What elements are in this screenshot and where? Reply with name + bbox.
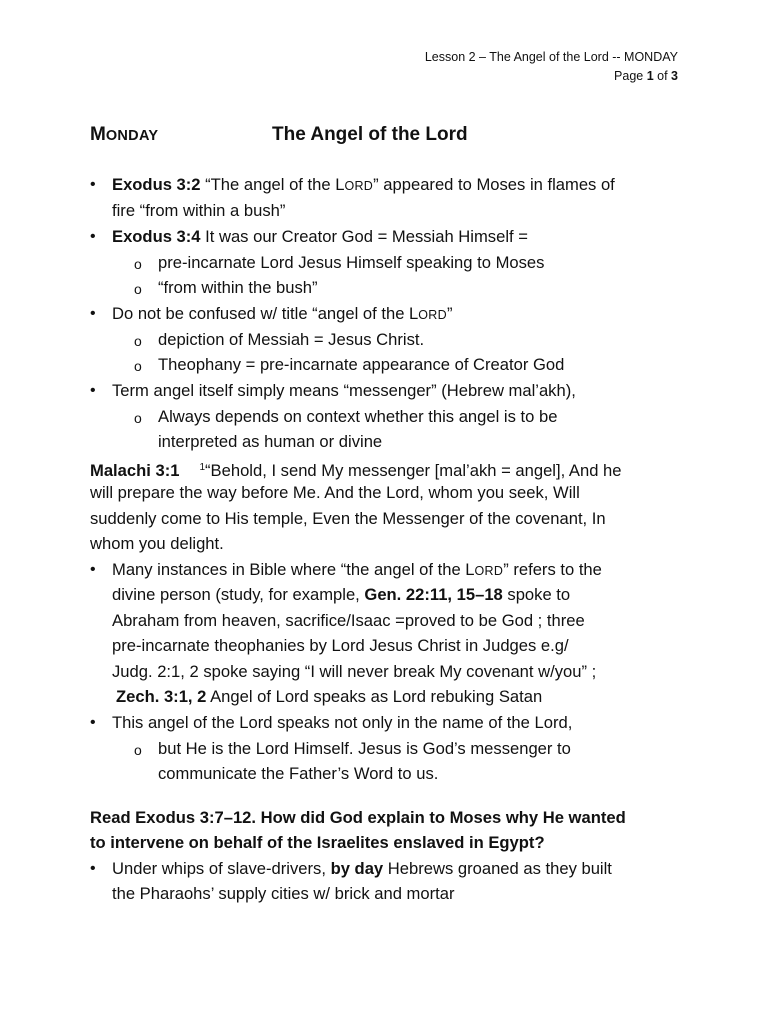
page-title-row bbox=[90, 124, 468, 152]
page-of: of bbox=[653, 69, 672, 83]
text: “The angel of the L bbox=[200, 175, 345, 194]
page-current: 1 bbox=[646, 69, 654, 83]
line: interpreted as human or divine bbox=[158, 432, 383, 451]
question-heading: Read Exodus 3:7–12. How did God explain to Moses why He wanted bbox=[90, 808, 626, 827]
line: suddenly come to His temple, Even the Messenger of the covenant, In bbox=[90, 509, 606, 528]
text: It was our Creator God = Messiah Himself = bbox=[200, 227, 528, 246]
page-total: 3 bbox=[671, 69, 678, 83]
text: divine person (study, for example, bbox=[112, 585, 365, 604]
bullet-many-instances bbox=[112, 557, 602, 584]
bullet-exodus-3-4 bbox=[112, 224, 528, 250]
header-lesson-title: Lesson 2 – The Angel of the Lord -- MONDAY bbox=[424, 50, 678, 64]
text: Do not be confused w/ title “angel of the L bbox=[112, 304, 419, 323]
text: ” appeared to Moses in flames of bbox=[373, 175, 615, 194]
ref-exodus-3-4: Exodus 3:4 bbox=[112, 227, 201, 246]
sub-bullet: o Theophany = pre-incarnate appearance of Creator God bbox=[158, 352, 564, 378]
bullet-confusion bbox=[112, 301, 452, 328]
text: Angel of Lord speaks as Lord rebuking Satan bbox=[206, 687, 543, 706]
line bbox=[116, 684, 542, 710]
question-heading: to intervene on behalf of the Israelites enslaved in Egypt? bbox=[90, 833, 545, 852]
bullet-this-angel: • This angel of the Lord speaks not only in the name of the Lord, bbox=[112, 710, 572, 736]
day-rest: ONDAY bbox=[105, 128, 159, 144]
sub-bullet: o Always depends on context whether this angel is to be bbox=[158, 404, 557, 430]
line: fire “from within a bush” bbox=[112, 201, 286, 220]
text: Many instances in Bible where “the angel of the L bbox=[112, 560, 475, 579]
sub-bullet: o pre-incarnate Lord Jesus Himself speaking to Moses bbox=[158, 250, 544, 276]
text: “Behold, I send My messenger [mal’akh = angel], And he bbox=[205, 461, 622, 480]
text: ” refers to the bbox=[503, 560, 602, 579]
page-prefix: Page bbox=[614, 69, 647, 83]
line: will prepare the way before Me. And the Lord, whom you seek, Will bbox=[90, 483, 580, 502]
sub-bullet: o but He is the Lord Himself. Jesus is God’s messenger to bbox=[158, 736, 571, 762]
line: the Pharaohs’ supply cities w/ brick and mortar bbox=[112, 884, 455, 903]
day-initial: M bbox=[90, 124, 106, 145]
bullet-slave-drivers bbox=[112, 856, 612, 882]
bullet-exodus-3-2 bbox=[112, 172, 615, 199]
emphasis: by day bbox=[330, 859, 384, 878]
text: spoke to bbox=[502, 585, 571, 604]
line: Judg. 2:1, 2 spoke saying “I will never break My covenant w/you” ; bbox=[112, 662, 597, 681]
ref-genesis: Gen. 22:11, 15–18 bbox=[364, 585, 503, 604]
smallcaps: ORD bbox=[344, 179, 374, 193]
text: Hebrews groaned as they built bbox=[383, 859, 612, 878]
smallcaps: ORD bbox=[474, 564, 504, 578]
line: whom you delight. bbox=[90, 534, 224, 553]
ref-zechariah: Zech. 3:1, 2 bbox=[116, 687, 207, 706]
sub-bullet: o depiction of Messiah = Jesus Christ. bbox=[158, 327, 424, 353]
text: Under whips of slave-drivers, bbox=[112, 859, 331, 878]
line bbox=[112, 582, 570, 608]
day-heading bbox=[90, 124, 158, 145]
verse-number: 1 bbox=[199, 462, 206, 473]
header-page-number bbox=[614, 67, 678, 86]
bullet-term-angel: • Term angel itself simply means “messenger” (Hebrew mal’akh), bbox=[112, 378, 576, 404]
ref-exodus-3-2: Exodus 3:2 bbox=[112, 175, 201, 194]
ref-malachi-3-1: Malachi 3:1 bbox=[90, 461, 180, 480]
line: pre-incarnate theophanies by Lord Jesus Christ in Judges e.g/ bbox=[112, 636, 569, 655]
text: ” bbox=[446, 304, 453, 323]
line: communicate the Father’s Word to us. bbox=[158, 764, 439, 783]
line: Abraham from heaven, sacrifice/Isaac =proved to be God ; three bbox=[112, 611, 585, 630]
smallcaps: ORD bbox=[418, 308, 447, 322]
page-title: The Angel of the Lord bbox=[272, 124, 468, 145]
sub-bullet: o “from within the bush” bbox=[158, 275, 318, 301]
